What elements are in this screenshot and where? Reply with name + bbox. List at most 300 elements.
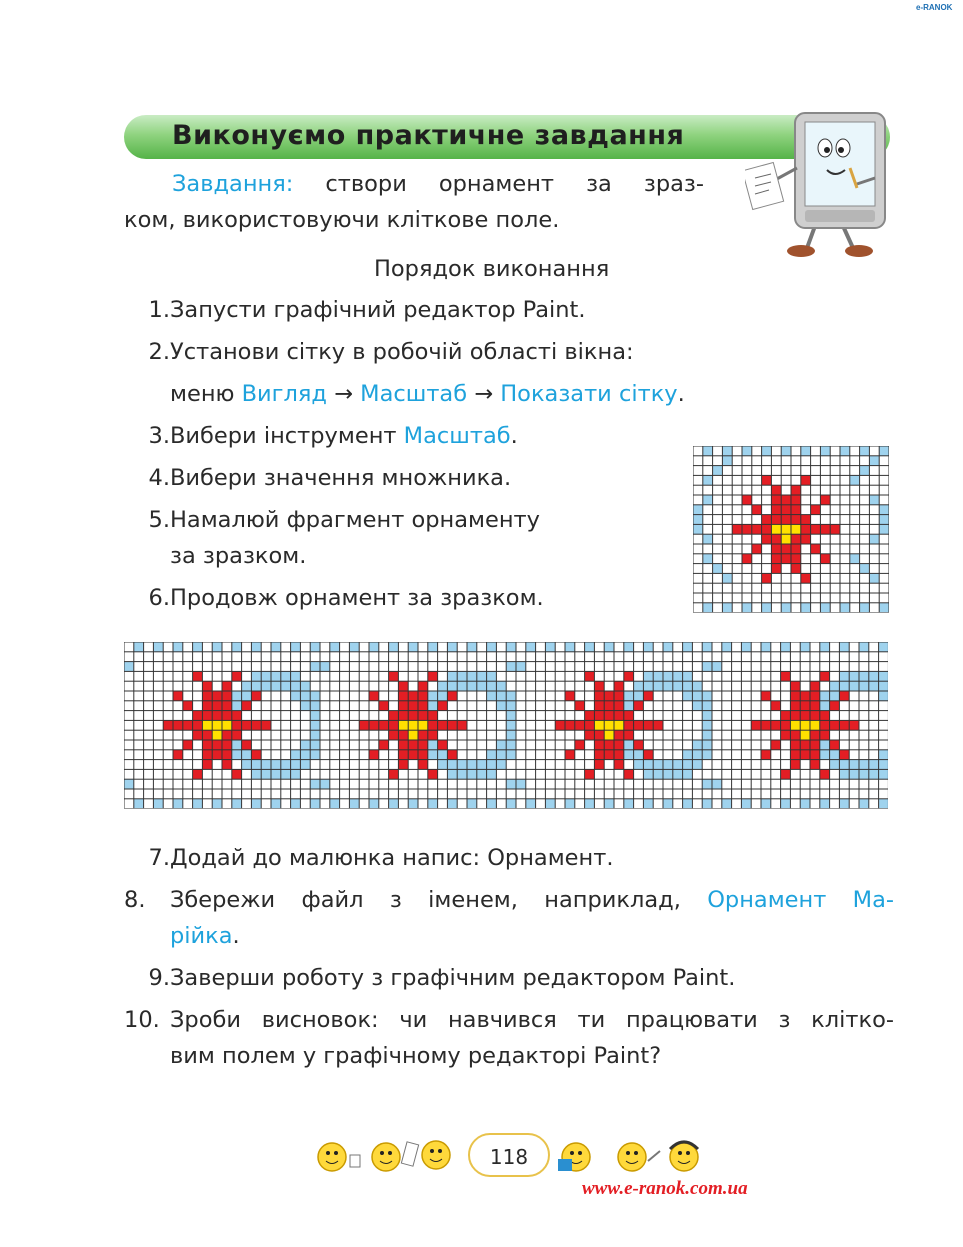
grid-cell bbox=[330, 770, 339, 779]
grid-cell bbox=[664, 750, 673, 759]
grid-cell bbox=[801, 770, 810, 779]
grid-cell bbox=[713, 692, 722, 701]
grid-cell bbox=[771, 799, 780, 808]
grid-cell bbox=[134, 799, 143, 808]
grid-cell bbox=[693, 721, 702, 730]
grid-cell bbox=[782, 515, 791, 524]
grid-cell bbox=[301, 701, 310, 710]
grid-cell bbox=[880, 603, 889, 612]
grid-cell bbox=[595, 770, 604, 779]
grid-cell bbox=[801, 476, 810, 485]
grid-cell bbox=[379, 652, 388, 661]
grid-cell bbox=[801, 564, 810, 573]
grid-cell bbox=[164, 652, 173, 661]
grid-cell bbox=[821, 584, 830, 593]
grid-cell bbox=[174, 711, 183, 720]
grid-cell bbox=[694, 456, 703, 465]
grid-cell bbox=[634, 652, 643, 661]
grid-cell bbox=[321, 750, 330, 759]
grid-cell bbox=[281, 799, 290, 808]
grid-cell bbox=[713, 574, 722, 583]
grid-cell bbox=[556, 799, 565, 808]
grid-cell bbox=[438, 721, 447, 730]
grid-cell bbox=[830, 721, 839, 730]
grid-cell bbox=[841, 545, 850, 554]
grid-cell bbox=[713, 554, 722, 563]
grid-cell bbox=[125, 652, 134, 661]
grid-cell bbox=[831, 535, 840, 544]
grid-cell bbox=[281, 711, 290, 720]
grid-cell bbox=[743, 584, 752, 593]
grid-cell bbox=[762, 760, 771, 769]
grid-cell bbox=[683, 780, 692, 789]
grid-cell bbox=[585, 721, 594, 730]
grid-cell bbox=[154, 741, 163, 750]
grid-cell bbox=[791, 701, 800, 710]
grid-cell bbox=[389, 672, 398, 681]
grid-cell bbox=[713, 662, 722, 671]
grid-cell bbox=[409, 643, 418, 652]
grid-cell bbox=[870, 486, 879, 495]
grid-cell bbox=[566, 682, 575, 691]
grid-cell bbox=[321, 731, 330, 740]
grid-cell bbox=[370, 652, 379, 661]
grid-cell bbox=[144, 760, 153, 769]
grid-cell bbox=[772, 456, 781, 465]
grid-cell bbox=[419, 741, 428, 750]
grid-cell bbox=[379, 741, 388, 750]
grid-cell bbox=[321, 701, 330, 710]
grid-cell bbox=[811, 496, 820, 505]
grid-cell bbox=[379, 780, 388, 789]
grid-cell bbox=[634, 731, 643, 740]
grid-cell bbox=[664, 701, 673, 710]
grid-cell bbox=[723, 456, 732, 465]
grid-cell bbox=[340, 790, 349, 799]
grid-cell bbox=[841, 594, 850, 603]
grid-cell bbox=[311, 662, 320, 671]
grid-cell bbox=[693, 741, 702, 750]
grid-cell bbox=[164, 682, 173, 691]
grid-cell bbox=[664, 672, 673, 681]
grid-cell bbox=[801, 662, 810, 671]
grid-cell bbox=[448, 643, 457, 652]
grid-cell bbox=[732, 760, 741, 769]
grid-cell bbox=[370, 672, 379, 681]
grid-cell bbox=[830, 790, 839, 799]
grid-cell bbox=[801, 790, 810, 799]
grid-cell bbox=[723, 525, 732, 534]
grid-cell bbox=[703, 662, 712, 671]
grid-cell bbox=[350, 770, 359, 779]
grid-cell bbox=[350, 799, 359, 808]
grid-cell bbox=[683, 711, 692, 720]
grid-cell bbox=[370, 682, 379, 691]
grid-cell bbox=[252, 692, 261, 701]
grid-cell bbox=[399, 711, 408, 720]
grid-cell bbox=[752, 496, 761, 505]
grid-cell bbox=[742, 780, 751, 789]
grid-cell bbox=[556, 682, 565, 691]
grid-cell bbox=[683, 643, 692, 652]
grid-cell bbox=[654, 652, 663, 661]
grid-cell bbox=[350, 731, 359, 740]
grid-cell bbox=[272, 701, 281, 710]
grid-cell bbox=[497, 711, 506, 720]
grid-cell bbox=[311, 741, 320, 750]
grid-cell bbox=[703, 486, 712, 495]
grid-cell bbox=[144, 652, 153, 661]
grid-cell bbox=[664, 770, 673, 779]
grid-cell bbox=[644, 770, 653, 779]
grid-cell bbox=[733, 564, 742, 573]
grid-cell bbox=[634, 790, 643, 799]
grid-cell bbox=[242, 790, 251, 799]
grid-cell bbox=[850, 652, 859, 661]
grid-cell bbox=[840, 780, 849, 789]
grid-cell bbox=[870, 525, 879, 534]
grid-cell bbox=[801, 741, 810, 750]
grid-cell bbox=[419, 682, 428, 691]
grid-cell bbox=[605, 750, 614, 759]
grid-cell bbox=[820, 701, 829, 710]
grid-cell bbox=[811, 594, 820, 603]
grid-cell bbox=[772, 535, 781, 544]
grid-cell bbox=[213, 672, 222, 681]
grid-cell bbox=[399, 701, 408, 710]
grid-cell bbox=[223, 711, 232, 720]
grid-cell bbox=[752, 672, 761, 681]
grid-cell bbox=[183, 711, 192, 720]
grid-cell bbox=[340, 662, 349, 671]
grid-cell bbox=[850, 711, 859, 720]
grid-cell bbox=[860, 682, 869, 691]
grid-cell bbox=[694, 476, 703, 485]
grid-cell bbox=[713, 545, 722, 554]
grid-cell bbox=[360, 672, 369, 681]
grid-cell bbox=[879, 790, 888, 799]
grid-cell bbox=[350, 692, 359, 701]
grid-cell bbox=[566, 643, 575, 652]
grid-cell bbox=[605, 643, 614, 652]
grid-cell bbox=[879, 682, 888, 691]
grid-cell bbox=[870, 505, 879, 514]
grid-cell bbox=[183, 643, 192, 652]
grid-cell bbox=[820, 760, 829, 769]
grid-cell bbox=[762, 799, 771, 808]
grid-cell bbox=[683, 662, 692, 671]
grid-cell bbox=[301, 799, 310, 808]
grid-cell bbox=[546, 760, 555, 769]
grid-cell bbox=[703, 672, 712, 681]
grid-cell bbox=[880, 584, 889, 593]
grid-cell bbox=[703, 750, 712, 759]
grid-cell bbox=[791, 682, 800, 691]
grid-cell bbox=[281, 643, 290, 652]
grid-cell bbox=[801, 525, 810, 534]
grid-cell bbox=[841, 515, 850, 524]
grid-cell bbox=[732, 662, 741, 671]
grid-cell bbox=[487, 682, 496, 691]
grid-cell bbox=[673, 721, 682, 730]
grid-cell bbox=[203, 770, 212, 779]
grid-cell bbox=[272, 672, 281, 681]
grid-cell bbox=[811, 770, 820, 779]
grid-cell bbox=[419, 721, 428, 730]
grid-cell bbox=[497, 731, 506, 740]
grid-cell bbox=[203, 672, 212, 681]
grid-cell bbox=[526, 672, 535, 681]
grid-cell bbox=[723, 496, 732, 505]
grid-cell bbox=[311, 731, 320, 740]
grid-cell bbox=[850, 505, 859, 514]
grid-cell bbox=[242, 701, 251, 710]
grid-cell bbox=[517, 652, 526, 661]
grid-cell bbox=[615, 692, 624, 701]
grid-cell bbox=[595, 731, 604, 740]
grid-cell bbox=[183, 731, 192, 740]
grid-cell bbox=[458, 790, 467, 799]
grid-cell bbox=[869, 711, 878, 720]
grid-cell bbox=[438, 682, 447, 691]
grid-cell bbox=[242, 662, 251, 671]
grid-cell bbox=[438, 711, 447, 720]
step-6: 6.Продовж орнамент за зразком. bbox=[148, 585, 544, 611]
grid-cell bbox=[213, 799, 222, 808]
grid-cell bbox=[468, 643, 477, 652]
grid-cell bbox=[850, 672, 859, 681]
grid-cell bbox=[615, 799, 624, 808]
grid-cell bbox=[340, 780, 349, 789]
grid-cell bbox=[723, 554, 732, 563]
grid-cell bbox=[879, 741, 888, 750]
grid-cell bbox=[752, 760, 761, 769]
grid-cell bbox=[869, 652, 878, 661]
grid-cell bbox=[536, 692, 545, 701]
grid-cell bbox=[850, 701, 859, 710]
grid-cell bbox=[703, 456, 712, 465]
grid-cell bbox=[566, 692, 575, 701]
grid-cell bbox=[330, 750, 339, 759]
grid-cell bbox=[330, 662, 339, 671]
grid-cell bbox=[860, 711, 869, 720]
grid-cell bbox=[272, 780, 281, 789]
grid-cell bbox=[673, 682, 682, 691]
grid-cell bbox=[762, 505, 771, 514]
grid-cell bbox=[742, 672, 751, 681]
grid-cell bbox=[262, 662, 271, 671]
grid-cell bbox=[840, 672, 849, 681]
grid-cell bbox=[703, 466, 712, 475]
grid-cell bbox=[164, 692, 173, 701]
grid-cell bbox=[174, 770, 183, 779]
grid-cell bbox=[507, 731, 516, 740]
grid-cell bbox=[164, 662, 173, 671]
grid-cell bbox=[379, 692, 388, 701]
grid-cell bbox=[733, 594, 742, 603]
grid-cell bbox=[311, 760, 320, 769]
grid-cell bbox=[360, 790, 369, 799]
grid-cell bbox=[782, 505, 791, 514]
grid-cell bbox=[340, 711, 349, 720]
grid-cell bbox=[752, 535, 761, 544]
grid-cell bbox=[399, 741, 408, 750]
grid-cell bbox=[634, 662, 643, 671]
grid-cell bbox=[664, 799, 673, 808]
grid-cell bbox=[497, 701, 506, 710]
grid-cell bbox=[497, 643, 506, 652]
grid-cell bbox=[242, 770, 251, 779]
grid-cell bbox=[311, 750, 320, 759]
grid-cell bbox=[134, 711, 143, 720]
grid-cell bbox=[752, 476, 761, 485]
grid-cell bbox=[615, 711, 624, 720]
grid-cell bbox=[830, 701, 839, 710]
grid-cell bbox=[242, 750, 251, 759]
grid-cell bbox=[693, 692, 702, 701]
grid-cell bbox=[311, 799, 320, 808]
grid-cell bbox=[879, 721, 888, 730]
grid-cell bbox=[262, 711, 271, 720]
grid-cell bbox=[743, 486, 752, 495]
grid-cell bbox=[468, 721, 477, 730]
step-5-continuation: за зразком. bbox=[170, 543, 307, 569]
grid-cell bbox=[841, 456, 850, 465]
grid-cell bbox=[409, 701, 418, 710]
grid-cell bbox=[713, 721, 722, 730]
grid-cell bbox=[379, 711, 388, 720]
page-number: 118 bbox=[468, 1133, 550, 1177]
grid-cell bbox=[223, 770, 232, 779]
grid-cell bbox=[713, 731, 722, 740]
grid-cell bbox=[477, 799, 486, 808]
grid-cell bbox=[615, 652, 624, 661]
grid-cell bbox=[782, 545, 791, 554]
grid-cell bbox=[703, 554, 712, 563]
grid-cell bbox=[281, 731, 290, 740]
steps-list-2 bbox=[124, 840, 894, 1080]
grid-cell bbox=[252, 760, 261, 769]
grid-cell bbox=[458, 760, 467, 769]
grid-cell bbox=[134, 652, 143, 661]
grid-cell bbox=[634, 750, 643, 759]
grid-cell bbox=[340, 731, 349, 740]
grid-cell bbox=[291, 682, 300, 691]
grid-cell bbox=[370, 750, 379, 759]
grid-cell bbox=[860, 643, 869, 652]
grid-cell bbox=[487, 701, 496, 710]
grid-cell bbox=[732, 643, 741, 652]
grid-cell bbox=[742, 760, 751, 769]
grid-cell bbox=[223, 799, 232, 808]
grid-cell bbox=[526, 741, 535, 750]
grid-cell bbox=[517, 780, 526, 789]
grid-cell bbox=[782, 603, 791, 612]
grid-cell bbox=[772, 515, 781, 524]
grid-cell bbox=[232, 780, 241, 789]
grid-cell bbox=[860, 770, 869, 779]
grid-cell bbox=[703, 760, 712, 769]
grid-cell bbox=[477, 721, 486, 730]
grid-cell bbox=[340, 652, 349, 661]
grid-cell bbox=[272, 662, 281, 671]
grid-cell bbox=[125, 662, 134, 671]
grid-cell bbox=[782, 584, 791, 593]
grid-cell bbox=[497, 799, 506, 808]
grid-cell bbox=[713, 760, 722, 769]
grid-cell bbox=[880, 486, 889, 495]
grid-cell bbox=[585, 780, 594, 789]
grid-cell bbox=[311, 790, 320, 799]
grid-cell bbox=[782, 594, 791, 603]
grid-cell bbox=[850, 594, 859, 603]
grid-cell bbox=[350, 790, 359, 799]
grid-cell bbox=[193, 731, 202, 740]
grid-cell bbox=[213, 750, 222, 759]
grid-cell bbox=[468, 770, 477, 779]
grid-cell bbox=[164, 672, 173, 681]
grid-cell bbox=[223, 662, 232, 671]
menu-link-view: Вигляд bbox=[241, 381, 327, 407]
grid-cell bbox=[252, 750, 261, 759]
grid-cell bbox=[605, 672, 614, 681]
grid-cell bbox=[673, 750, 682, 759]
grid-cell bbox=[350, 682, 359, 691]
grid-cell bbox=[811, 662, 820, 671]
grid-cell bbox=[811, 731, 820, 740]
grid-cell bbox=[644, 652, 653, 661]
grid-cell bbox=[654, 721, 663, 730]
grid-cell bbox=[723, 594, 732, 603]
grid-cell bbox=[752, 701, 761, 710]
grid-cell bbox=[575, 770, 584, 779]
grid-cell bbox=[781, 780, 790, 789]
grid-cell bbox=[213, 652, 222, 661]
grid-cell bbox=[389, 741, 398, 750]
grid-cell bbox=[830, 682, 839, 691]
grid-cell bbox=[448, 790, 457, 799]
grid-cell bbox=[860, 515, 869, 524]
grid-cell bbox=[821, 515, 830, 524]
grid-cell bbox=[850, 554, 859, 563]
grid-cell bbox=[389, 770, 398, 779]
grid-cell bbox=[713, 750, 722, 759]
grid-cell bbox=[213, 741, 222, 750]
filename-link: Орнамент Ма- bbox=[707, 887, 894, 913]
grid-cell bbox=[879, 711, 888, 720]
grid-cell bbox=[605, 662, 614, 671]
grid-cell bbox=[723, 574, 732, 583]
grid-cell bbox=[801, 682, 810, 691]
grid-cell bbox=[409, 652, 418, 661]
grid-cell bbox=[193, 799, 202, 808]
grid-cell bbox=[605, 652, 614, 661]
grid-cell bbox=[281, 662, 290, 671]
grid-cell bbox=[536, 652, 545, 661]
grid-cell bbox=[850, 466, 859, 475]
grid-cell bbox=[487, 643, 496, 652]
grid-cell bbox=[575, 750, 584, 759]
grid-cell bbox=[801, 652, 810, 661]
grid-cell bbox=[752, 731, 761, 740]
grid-cell bbox=[694, 525, 703, 534]
grid-cell bbox=[870, 564, 879, 573]
grid-cell bbox=[497, 672, 506, 681]
grid-cell bbox=[742, 770, 751, 779]
grid-cell bbox=[693, 672, 702, 681]
grid-cell bbox=[340, 750, 349, 759]
grid-cell bbox=[694, 496, 703, 505]
